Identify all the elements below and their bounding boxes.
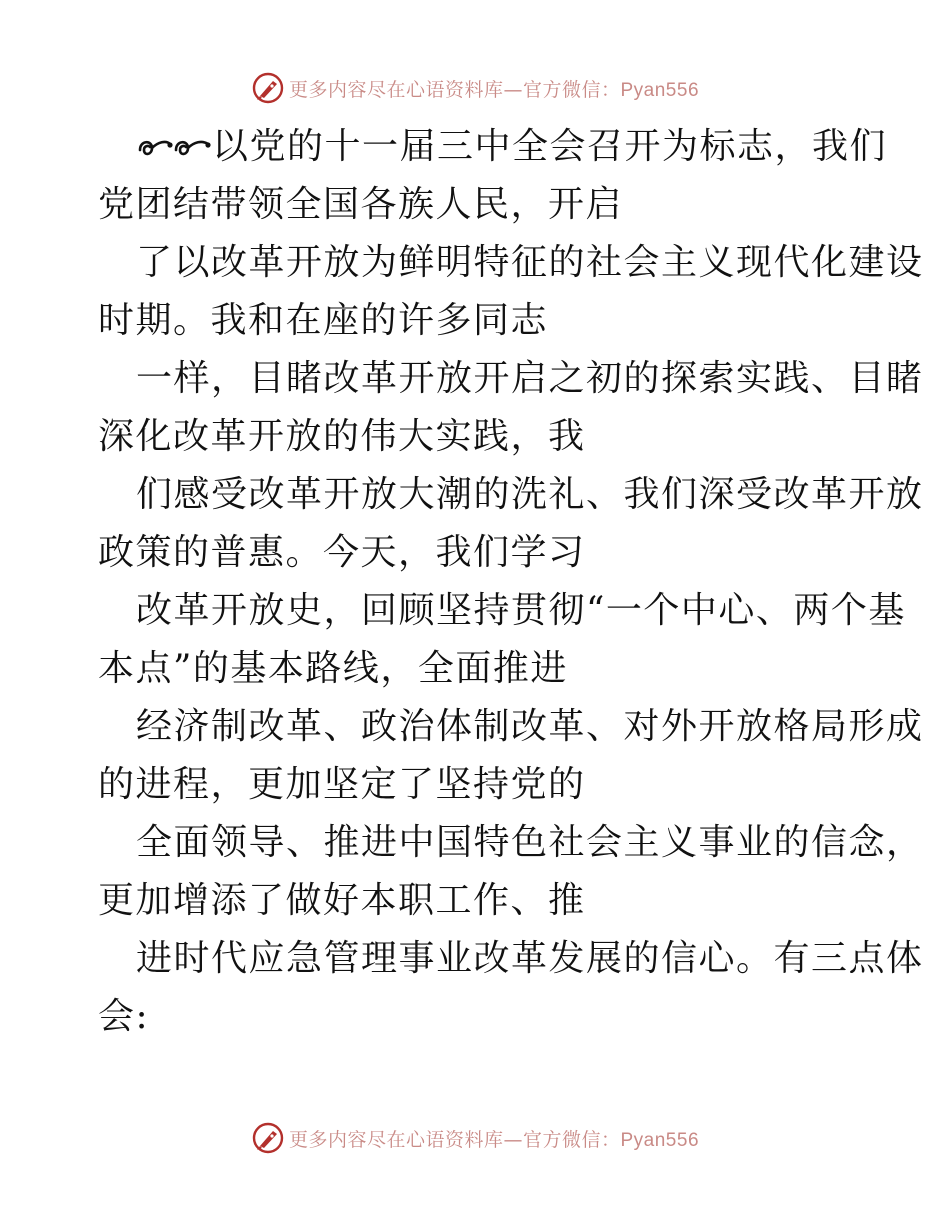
header-banner-text — [289, 75, 699, 102]
paragraph-line-5: 一样，目睹改革开放开启之初的探索实践、目睹 — [136, 358, 924, 399]
paragraph-line-10: 本点”的基本路线，全面推进 — [98, 648, 568, 689]
paragraph-line-4: 时期。我和在座的许多同志 — [98, 300, 549, 341]
document-body — [98, 118, 924, 1046]
footer-wechat-id: Pyan556 — [620, 1129, 700, 1151]
header-banner-separator: — — [503, 78, 523, 101]
paragraph-line-8: 政策的普惠。今天，我们学习 — [98, 532, 586, 573]
header-wechat-label: 官方微信： — [522, 78, 621, 101]
paragraph-line-11: 经济制改革、政治体制改革、对外开放格局形成 — [136, 706, 924, 747]
paragraph-line-9: 改革开放史，回顾坚持贯彻“一个中心、两个基 — [136, 590, 906, 631]
footer-banner-separator: — — [503, 1128, 523, 1151]
footer-banner-text — [289, 1125, 699, 1152]
header-banner-main: 更多内容尽在心语资料库 — [288, 78, 504, 101]
footer-wechat-label: 官方微信： — [522, 1128, 621, 1151]
pen-nib-logo-icon — [251, 71, 285, 105]
paragraph-line-7: 们感受改革开放大潮的洗礼、我们深受改革开放 — [136, 474, 924, 515]
header-banner — [0, 70, 950, 106]
paragraph-line-16: 会: — [98, 996, 150, 1037]
paragraph-line-14: 更加增添了做好本职工作、推 — [98, 880, 586, 921]
pen-nib-logo-icon — [251, 1121, 285, 1155]
paragraph-text: 以党的十一届三中全会召开为标志，我们 — [212, 126, 888, 167]
paragraph-line-15: 进时代应急管理事业改革发展的信心。有三点体 — [136, 938, 924, 979]
paragraph-line-6: 深化改革开放的伟大实践，我 — [98, 416, 586, 457]
header-wechat-id: Pyan556 — [620, 79, 700, 101]
footer-banner — [0, 1120, 950, 1156]
paragraph-line-2: 党团结带领全国各族人民，开启 — [98, 184, 624, 225]
ornament-icon — [136, 128, 212, 164]
paragraph-line-12: 的进程，更加坚定了坚持党的 — [98, 764, 586, 805]
footer-banner-main: 更多内容尽在心语资料库 — [288, 1128, 504, 1151]
paragraph-line-3: 了以改革开放为鲜明特征的社会主义现代化建设 — [136, 242, 924, 283]
paragraph-line-13: 全面领导、推进中国特色社会主义事业的信念， — [136, 822, 924, 863]
paragraph-line-1 — [98, 118, 888, 176]
